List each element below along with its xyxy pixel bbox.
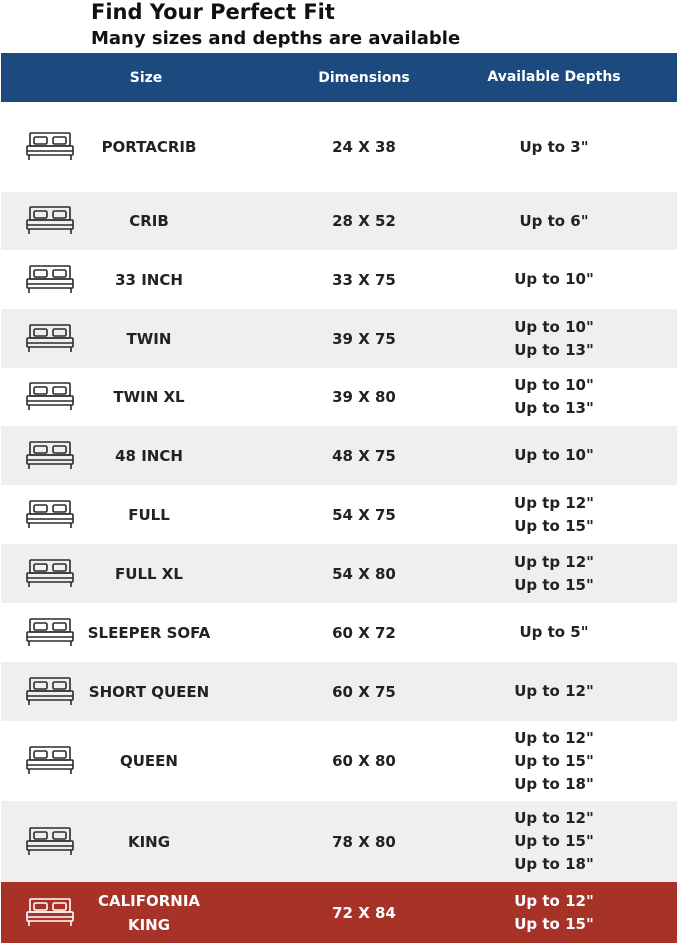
- size-cell: [1, 544, 297, 603]
- depth-value: Up to 15": [514, 832, 594, 850]
- table-row: [1, 882, 677, 943]
- dimensions-cell: 60 X 75: [332, 682, 396, 701]
- dimensions-cell: 54 X 75: [332, 505, 396, 524]
- bed-icon: [24, 322, 76, 356]
- size-label: FULL: [128, 505, 170, 524]
- depth-value: Up to 10": [514, 270, 594, 288]
- column-header-size: Size: [129, 69, 163, 86]
- table-row: [1, 544, 677, 603]
- size-label-line: KING: [127, 915, 171, 934]
- bed-icon: [24, 380, 76, 414]
- table-body: [1, 102, 677, 943]
- column-header-depths: Available Depths: [487, 69, 621, 85]
- size-label: CRIB: [129, 212, 169, 230]
- dimensions-cell: 24 X 38: [332, 138, 396, 156]
- dimensions-cell: 72 X 84: [332, 903, 396, 922]
- depth-value: Up to 5": [519, 623, 589, 641]
- table-row: [1, 309, 677, 368]
- bed-icon: [24, 204, 76, 238]
- depths-cell: [431, 374, 677, 420]
- dimensions-cell: 39 X 80: [332, 388, 396, 406]
- size-table: [1, 53, 677, 943]
- depth-value: Up to 18": [514, 774, 594, 793]
- dimensions-cell: 39 X 75: [332, 329, 396, 348]
- depths-cell: [431, 727, 677, 796]
- depth-value: Up to 18": [514, 855, 594, 873]
- size-label: FULL XL: [115, 564, 183, 583]
- size-cell: [1, 662, 297, 721]
- size-cell: [1, 192, 297, 250]
- depths-cell: [431, 210, 677, 233]
- dimensions-cell: 28 X 52: [332, 212, 396, 230]
- size-cell: [1, 801, 297, 882]
- bed-icon: [24, 498, 76, 532]
- bed-icon: [24, 896, 76, 930]
- bed-icon: [24, 616, 76, 650]
- size-label: [81, 889, 217, 937]
- depths-cell: [431, 890, 677, 936]
- size-cell: [1, 882, 297, 943]
- table-row: [1, 485, 677, 544]
- size-label: SHORT QUEEN: [88, 682, 210, 701]
- size-cell: [1, 603, 297, 662]
- size-cell: [1, 721, 297, 801]
- size-cell: [1, 102, 297, 192]
- size-label: 48 INCH: [115, 446, 183, 465]
- size-cell: [1, 485, 297, 544]
- depth-value: Up to 12": [514, 728, 594, 747]
- size-label: QUEEN: [120, 752, 178, 770]
- depth-value: Up tp 12": [514, 552, 594, 571]
- depths-cell: [431, 807, 677, 876]
- depth-value: Up to 13": [514, 340, 594, 359]
- size-label: PORTACRIB: [101, 138, 197, 156]
- table-row: [1, 721, 677, 801]
- page-header: [91, 0, 460, 50]
- dimensions-cell: 60 X 72: [332, 623, 396, 642]
- table-row: [1, 801, 677, 882]
- bed-icon: [24, 130, 76, 164]
- table-row: [1, 662, 677, 721]
- table-row: [1, 192, 677, 250]
- page-subtitle: Many sizes and depths are available: [91, 28, 461, 49]
- depth-value: Up to 15": [514, 751, 594, 770]
- size-label: TWIN XL: [113, 388, 185, 406]
- bed-icon: [24, 825, 76, 859]
- depth-value: Up tp 12": [514, 493, 594, 512]
- depth-value: Up to 12": [514, 682, 594, 700]
- size-label: TWIN: [126, 329, 172, 348]
- column-header-dimensions: Dimensions: [318, 69, 410, 86]
- dimensions-cell: 78 X 80: [332, 832, 396, 851]
- depth-value: Up to 10": [514, 446, 594, 464]
- depths-cell: [431, 492, 677, 538]
- size-label: 33 INCH: [115, 270, 183, 289]
- bed-icon: [24, 744, 76, 778]
- table-row: [1, 368, 677, 426]
- depth-value: Up to 6": [519, 211, 589, 230]
- depth-value: Up to 12": [514, 809, 594, 827]
- depths-cell: [431, 551, 677, 597]
- depths-cell: [431, 680, 677, 703]
- bed-icon: [24, 439, 76, 473]
- dimensions-cell: 33 X 75: [332, 270, 396, 289]
- depth-value: Up to 13": [514, 399, 594, 417]
- size-cell: [1, 250, 297, 309]
- depth-value: Up to 15": [514, 914, 594, 933]
- depths-cell: [431, 621, 677, 644]
- depths-cell: [431, 316, 677, 362]
- depth-value: Up to 10": [514, 376, 594, 394]
- bed-icon: [24, 263, 76, 297]
- depth-value: Up to 15": [514, 516, 594, 535]
- depth-value: Up to 10": [514, 317, 594, 336]
- page-title: Find Your Perfect Fit: [91, 0, 335, 24]
- depth-value: Up to 12": [514, 891, 594, 910]
- depths-cell: [431, 444, 677, 467]
- table-row: [1, 102, 677, 192]
- depth-value: Up to 15": [514, 575, 594, 594]
- bed-icon: [24, 675, 76, 709]
- table-row: [1, 426, 677, 485]
- dimensions-cell: 48 X 75: [332, 446, 396, 465]
- size-cell: [1, 426, 297, 485]
- size-label-line: CALIFORNIA: [97, 891, 201, 910]
- table-header: [1, 53, 677, 102]
- size-cell: [1, 368, 297, 426]
- depths-cell: [431, 268, 677, 291]
- bed-icon: [24, 557, 76, 591]
- dimensions-cell: 60 X 80: [332, 752, 396, 770]
- dimensions-cell: 54 X 80: [332, 564, 396, 583]
- depths-cell: [431, 136, 677, 159]
- size-label: SLEEPER SOFA: [87, 623, 211, 642]
- size-cell: [1, 309, 297, 368]
- depth-value: Up to 3": [519, 137, 589, 156]
- table-row: [1, 250, 677, 309]
- size-label: KING: [127, 832, 171, 851]
- table-row: [1, 603, 677, 662]
